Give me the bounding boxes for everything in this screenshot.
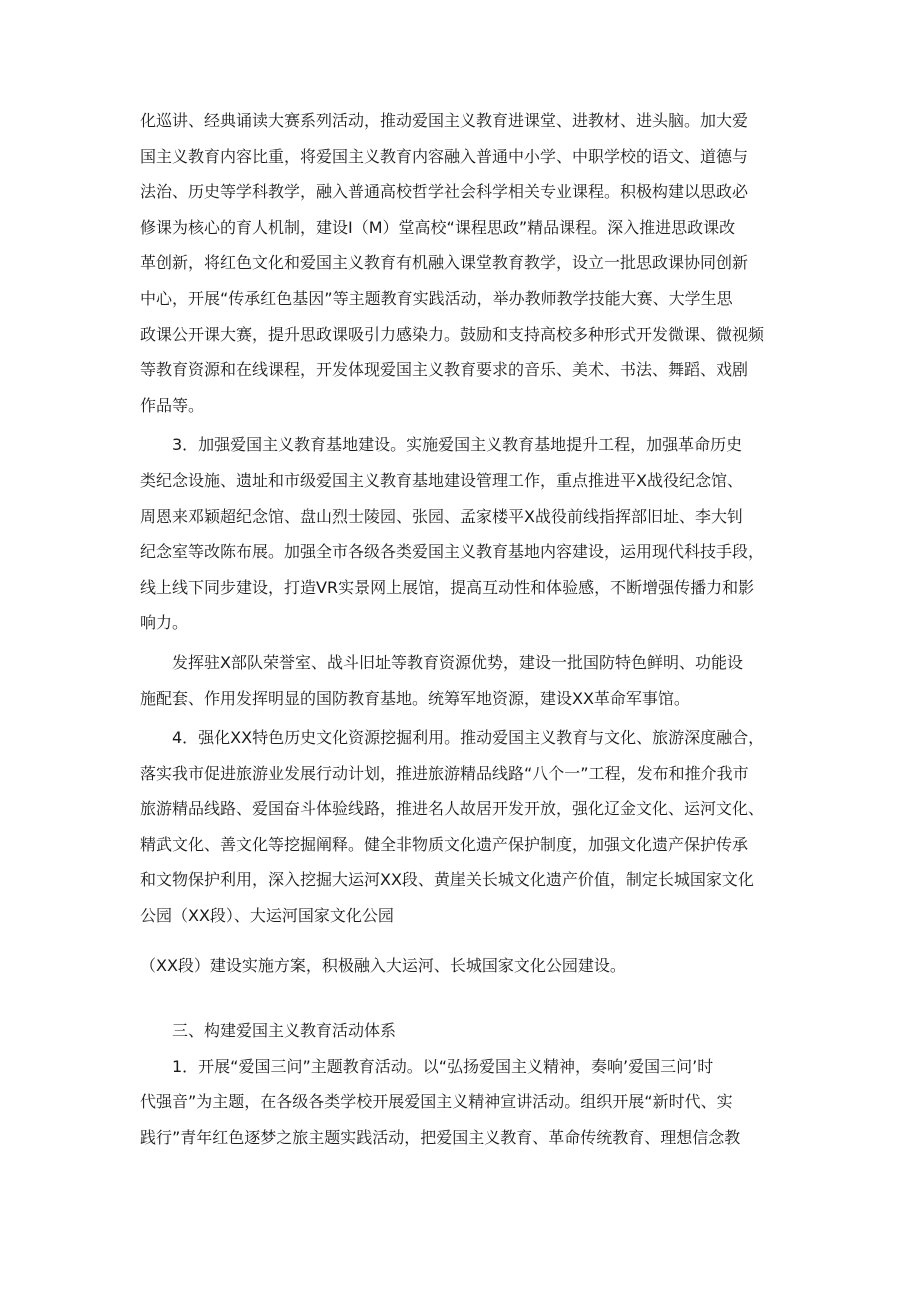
section-spacer [140,983,790,1013]
text-line: 化巡讲、经典诵读大赛系列活动，推动爱国主义教育进课堂、进教材、进头脑。加大爱 [140,111,749,130]
text-line: 法治、历史等学科教学，融入普通高校哲学社会科学相关专业课程。积极构建以思政必 [140,182,749,202]
document-body [140,103,790,1160]
paragraph-defense-education [140,645,790,716]
text-line: 公园（XX段）、大运河国家文化公园 [140,906,394,926]
text-line: 发挥驻X部队荣誉室、战斗旧址等教育资源优势，建设一批国防特色鲜明、功能设 [172,652,743,672]
text-line: 落实我市促进旅游业发展行动计划，推进旅游精品线路“八个一”工程，发布和推介我市 [140,763,749,783]
text-line: 践行”青年红色逐梦之旅主题实践活动，把爱国主义教育、革命传统教育、理想信念教 [140,1128,741,1148]
text-line: 国主义教育内容比重，将爱国主义教育内容融入普通中小学、中职学校的语文、道德与 [140,146,749,166]
text-line: 等教育资源和在线课程，开发体现爱国主义教育要求的音乐、美术、书法、舞蹈、戏剧 [140,360,749,380]
paragraph-patriotic-activities [140,1049,790,1156]
paragraph-cultural-resources [140,720,790,934]
text-line: 和文物保护利用，深入挖掘大运河XX段、黄崖关长城文化遗产价值，制定长城国家文化 [140,870,754,890]
text-line: 施配套、作用发挥明显的国防教育基地。统筹军地资源，建设XX革命军事馆。 [140,688,690,708]
text-line: 政课公开课大赛，提升思政课吸引力感染力。鼓励和支持高校多种形式开发微课、微视频 [140,324,765,344]
paragraph-curriculum [140,103,790,423]
text-line: 1．开展“爱国三问”主题教育活动。以“弘扬爱国主义精神，奏响’爱国三问’时 [172,1056,714,1076]
text-line: 革创新，将红色文化和爱国主义教育有机融入课堂教育教学，设立一批思政课协同创新 [140,253,749,273]
text-line: 周恩来邓颖超纪念馆、盘山烈士陵园、张园、孟家楼平X战役前线指挥部旧址、李大钊 [140,506,743,526]
text-line: 纪念室等改陈布展。加强全市各级各类爱国主义教育基地内容建设，运用现代科技手段， [140,542,765,562]
text-line: 3．加强爱国主义教育基地建设。实施爱国主义教育基地提升工程，加强革命历史 [172,435,743,455]
text-line: 中心，开展“传承红色基因”等主题教育实践活动，举办教师教学技能大赛、大学生思 [140,288,733,308]
text-line: 修课为核心的育人机制，建设I（M）堂高校“课程思政”精品课程。深入推进思政课改 [140,217,736,237]
text-line: 作品等。 [140,395,205,415]
paragraph-education-bases [140,427,790,641]
text-line: 精武文化、善文化等挖掘阐释。健全非物质文化遗产保护制度，加强文化遗产保护传承 [140,834,749,854]
text-line: （XX段）建设实施方案，积极融入大运河、长城国家文化公园建设。 [140,955,626,975]
section-heading: 三、构建爱国主义教育活动体系 [172,1021,397,1041]
text-line: 类纪念设施、遗址和市级爱国主义教育基地建设管理工作，重点推进平X战役纪念馆、 [140,470,743,490]
text-line: 线上线下同步建设，打造VR实景网上展馆，提高互动性和体验感，不断增强传播力和影 [140,577,755,597]
text-line: 代强音”为主题，在各级各类学校开展爱国主义精神宣讲活动。组织开展“新时代、实 [140,1092,733,1112]
text-line: 响力。 [140,613,189,633]
text-line: 4．强化XX特色历史文化资源挖掘利用。推动爱国主义教育与文化、旅游深度融合， [172,728,765,748]
text-line: 旅游精品线路、爱国奋斗体验线路，推进名人故居开发开放，强化辽金文化、运河文化、 [140,799,765,819]
